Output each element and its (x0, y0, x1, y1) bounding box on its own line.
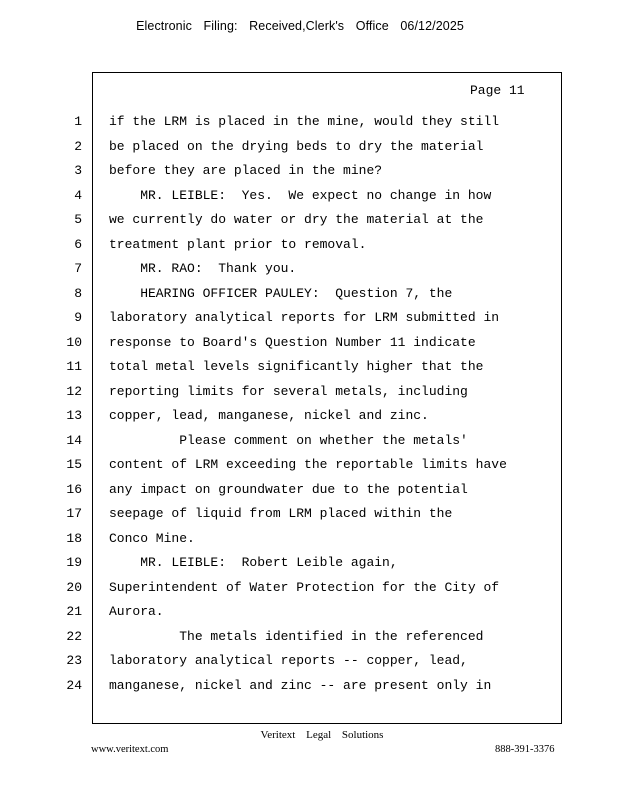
line-number: 7 (74, 261, 82, 276)
transcript-line: response to Board's Question Number 11 indicate (109, 334, 476, 350)
transcript-line: laboratory analytical reports for LRM submitted in (109, 310, 500, 325)
line-number: 20 (66, 579, 82, 595)
line-number: 1 (74, 114, 82, 129)
line-number: 3 (74, 163, 82, 178)
line-number: 9 (74, 310, 82, 325)
electronic-filing-stamp (0, 19, 600, 33)
transcript-line: HEARING OFFICER PAULEY: Question 7, the (109, 285, 453, 301)
line-number-column (62, 113, 82, 701)
filing-word-received: Received,Clerk's (249, 19, 345, 33)
line-number: 15 (66, 457, 82, 472)
filing-date: 06/12/2025 (400, 19, 464, 33)
transcript-line: MR. LEIBLE: Robert Leible again, (109, 555, 398, 570)
line-number: 22 (66, 628, 82, 644)
transcript-line: Conco Mine. (109, 530, 195, 546)
footer-company (0, 729, 618, 741)
footer-company-word: Legal (306, 729, 332, 741)
line-number: 12 (66, 383, 82, 399)
line-number: 21 (66, 604, 82, 619)
footer-website: www.veritext.com (91, 744, 169, 755)
transcript-line: total metal levels significantly higher that the (109, 359, 484, 374)
transcript-line: we currently do water or dry the material at the (109, 212, 484, 227)
line-number: 18 (66, 530, 82, 546)
page-number: Page 11 (470, 83, 525, 98)
transcript-line: be placed on the drying beds to dry the material (109, 138, 484, 154)
transcript-line: laboratory analytical reports -- copper, lead, (109, 653, 468, 668)
line-number: 2 (74, 138, 82, 154)
line-number: 11 (66, 359, 82, 374)
transcript-line: The metals identified in the referenced (109, 628, 484, 644)
footer-phone: 888-391-3376 (495, 744, 555, 755)
filing-word-electronic: Electronic (136, 19, 192, 33)
line-number: 23 (66, 653, 82, 668)
transcript-line: MR. LEIBLE: Yes. We expect no change in how (109, 187, 492, 203)
transcript-line: Please comment on whether the metals' (109, 432, 468, 448)
transcript-line: content of LRM exceeding the reportable limits have (109, 457, 507, 472)
transcript-line: copper, lead, manganese, nickel and zinc. (109, 408, 429, 423)
line-number: 10 (66, 334, 82, 350)
filing-word-filing: Filing: (203, 19, 238, 33)
transcript-line: reporting limits for several metals, including (109, 383, 468, 399)
line-number: 6 (74, 236, 82, 252)
transcript-line: any impact on groundwater due to the potential (109, 481, 468, 497)
line-number: 4 (74, 187, 82, 203)
filing-word-office: Office (355, 19, 389, 33)
line-number: 14 (66, 432, 82, 448)
footer-company-word: Solutions (341, 729, 384, 741)
transcript-text (109, 113, 549, 701)
line-number: 17 (66, 506, 82, 521)
line-number: 8 (74, 285, 82, 301)
transcript-line: MR. RAO: Thank you. (109, 261, 297, 276)
transcript-line: manganese, nickel and zinc -- are present only in (109, 677, 492, 693)
line-number: 5 (74, 212, 82, 227)
transcript-line: seepage of liquid from LRM placed within the (109, 506, 453, 521)
line-number: 24 (66, 677, 82, 693)
transcript-line: if the LRM is placed in the mine, would they still (109, 114, 500, 129)
transcript-line: before they are placed in the mine? (109, 163, 383, 178)
transcript-line: Aurora. (109, 604, 164, 619)
line-number: 13 (66, 408, 82, 423)
transcript-line: Superintendent of Water Protection for the City of (109, 579, 500, 595)
footer-company-word: Veritext (260, 729, 296, 741)
line-number: 19 (66, 555, 82, 570)
line-number: 16 (66, 481, 82, 497)
transcript-line: treatment plant prior to removal. (109, 236, 367, 252)
